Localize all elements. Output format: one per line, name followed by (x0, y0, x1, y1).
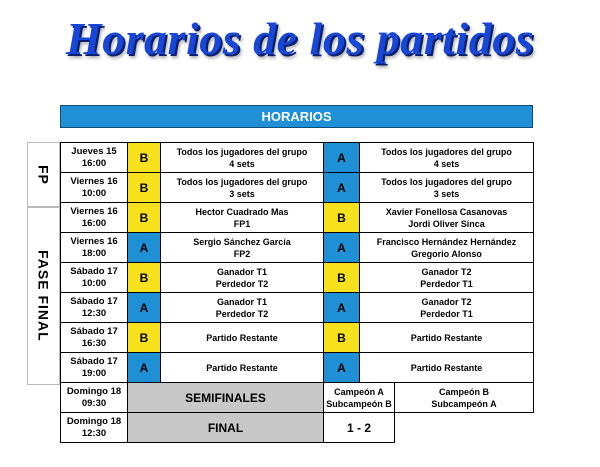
match-time: 12:30 (81, 307, 107, 319)
match-description (360, 203, 534, 233)
group-badge: B (128, 173, 161, 203)
group-badge: B (324, 323, 360, 353)
table-row (61, 203, 534, 233)
table-row (61, 263, 534, 293)
date-cell (61, 293, 128, 323)
match-description (161, 263, 324, 293)
match-description (161, 233, 324, 263)
date-cell (61, 233, 128, 263)
match-description (324, 383, 395, 413)
match-description (395, 383, 534, 413)
match-description (360, 143, 534, 173)
group-badge: A (324, 143, 360, 173)
group-badge: B (128, 203, 161, 233)
match-line: Partido Restante (410, 332, 483, 343)
match-day: Viernes 16 (70, 235, 118, 247)
schedule-table (60, 142, 534, 443)
match-line: Ganador T1 (216, 266, 267, 277)
match-line: 3 sets (229, 188, 255, 199)
match-line: Todos los jugadores del grupo (381, 176, 512, 187)
match-day: Sábado 17 (70, 265, 118, 277)
phase-label: FINAL (128, 413, 324, 443)
match-description (360, 293, 534, 323)
match-line: Todos los jugadores del grupo (176, 176, 308, 187)
group-badge: A (324, 353, 360, 383)
match-line: Ganador T1 (216, 296, 267, 307)
match-time: 16:00 (81, 217, 107, 229)
group-badge: A (324, 293, 360, 323)
semifinals-row (61, 383, 534, 413)
match-line: Campeón B (438, 386, 489, 397)
group-badge: A (128, 293, 161, 323)
match-description (360, 323, 534, 353)
schedule-header: HORARIOS (60, 105, 533, 128)
final-row (61, 413, 534, 443)
date-cell (61, 143, 128, 173)
match-description (161, 143, 324, 173)
table-row (61, 173, 534, 203)
table-row (61, 233, 534, 263)
match-line: Todos los jugadores del grupo (381, 146, 512, 157)
match-line: Partido Restante (410, 362, 483, 373)
group-badge: A (128, 233, 161, 263)
match-line: Subcampeón B (326, 398, 392, 409)
match-line: Perdedor T1 (420, 278, 473, 289)
date-cell (61, 353, 128, 383)
match-line: Campeón A (334, 386, 384, 397)
group-badge: A (128, 353, 161, 383)
group-badge: B (128, 263, 161, 293)
match-description (161, 173, 324, 203)
match-day: Domingo 18 (66, 385, 122, 397)
match-line: Subcampeón A (431, 398, 497, 409)
match-description (161, 203, 324, 233)
match-day: Sábado 17 (70, 295, 118, 307)
match-description (161, 323, 324, 353)
section-fase-final-text: FASE FINAL (35, 250, 52, 342)
match-line: Jordi Oliver Sinca (408, 218, 485, 229)
match-line: Francisco Hernández Hernández (376, 236, 517, 247)
date-cell (61, 383, 128, 413)
page-title: Horarios de los partidos (65, 13, 535, 64)
section-label-fp (27, 142, 60, 207)
match-line: Todos los jugadores del grupo (176, 146, 308, 157)
match-description (360, 263, 534, 293)
section-fp-text: FP (35, 164, 52, 185)
match-line: 4 sets (229, 158, 255, 169)
table-row (61, 143, 534, 173)
match-day: Sábado 17 (70, 325, 118, 337)
match-description (161, 353, 324, 383)
group-badge: B (324, 203, 360, 233)
match-line: Ganador T2 (421, 296, 472, 307)
match-description (360, 353, 534, 383)
match-description (360, 173, 534, 203)
match-time: 10:00 (81, 277, 107, 289)
match-time: 10:00 (81, 187, 107, 199)
match-time: 16:30 (81, 337, 107, 349)
match-line: 3 sets (433, 188, 460, 199)
match-day: Sábado 17 (70, 355, 118, 367)
table-row (61, 293, 534, 323)
section-label-fase-final (27, 207, 60, 385)
match-description (360, 233, 534, 263)
match-line: Xavier Fonellosa Casanovas (385, 206, 508, 217)
date-cell (61, 263, 128, 293)
match-line: Partido Restante (206, 332, 278, 343)
match-line: Sergio Sánchez García (193, 236, 291, 247)
match-line: Gregorio Alonso (411, 248, 482, 259)
table-row (61, 353, 534, 383)
match-day: Viernes 16 (70, 175, 118, 187)
match-line: Perdedor T2 (215, 308, 269, 319)
empty-cell (395, 413, 534, 443)
group-badge: A (324, 173, 360, 203)
date-cell (61, 203, 128, 233)
match-time: 16:00 (81, 157, 107, 169)
match-time: 18:00 (81, 247, 107, 259)
match-line: 4 sets (433, 158, 460, 169)
group-badge: B (128, 143, 161, 173)
group-badge: A (324, 233, 360, 263)
match-line: FP1 (233, 218, 251, 229)
match-time: 12:30 (81, 427, 107, 439)
date-cell (61, 413, 128, 443)
group-badge: B (128, 323, 161, 353)
table-row (61, 323, 534, 353)
match-line: Perdedor T1 (420, 308, 473, 319)
phase-label: SEMIFINALES (128, 383, 324, 413)
match-day: Viernes 16 (70, 205, 118, 217)
match-day: Jueves 15 (71, 145, 117, 157)
match-time: 19:00 (81, 367, 107, 379)
match-line: Ganador T2 (421, 266, 472, 277)
match-line: FP2 (233, 248, 251, 259)
date-cell (61, 323, 128, 353)
date-cell (61, 173, 128, 203)
match-day: Domingo 18 (66, 415, 122, 427)
group-badge: B (324, 263, 360, 293)
match-line: Hector Cuadrado Mas (195, 206, 289, 217)
match-time: 09:30 (81, 397, 107, 409)
match-description (161, 293, 324, 323)
final-score: 1 - 2 (324, 413, 395, 443)
match-line: Partido Restante (206, 362, 278, 373)
match-line: Perdedor T2 (215, 278, 269, 289)
